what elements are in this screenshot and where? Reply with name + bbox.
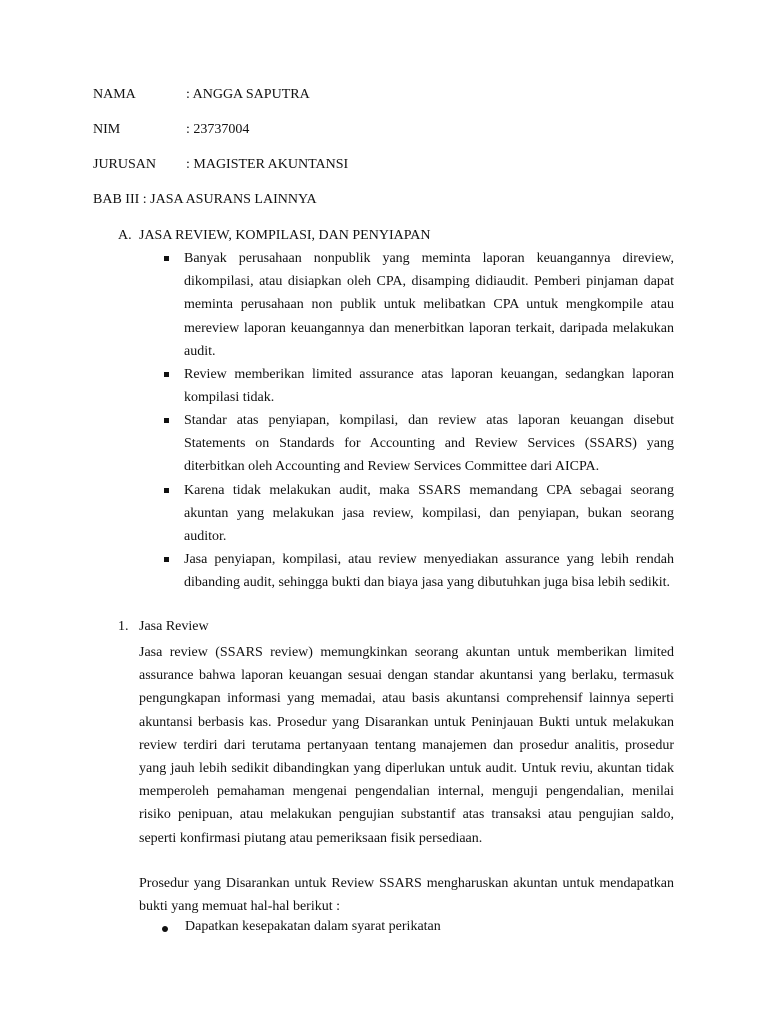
jurusan-label: JURUSAN xyxy=(93,157,157,172)
nim-label: NIM xyxy=(93,122,121,137)
section-1-title: Jasa Review xyxy=(139,619,209,634)
section-a-marker: A. xyxy=(118,228,132,243)
nama-value: : ANGGA SAPUTRA xyxy=(186,87,310,102)
nim-value: : 23737004 xyxy=(186,122,250,137)
section-a-bullet-3: Standar atas penyiapan, kompilasi, dan review atas laporan keuangan disebut Statements on Standards for Accounting and Review Services (SSARS) yang diterbitkan oleh Accounting and Review Services Committee dari AICPA. xyxy=(184,413,674,475)
square-bullet-icon xyxy=(164,372,169,377)
square-bullet-icon xyxy=(164,557,169,562)
jurusan-value: : MAGISTER AKUNTANSI xyxy=(186,157,349,172)
section-1-marker: 1. xyxy=(118,619,129,634)
round-bullet-icon xyxy=(162,926,168,932)
section-1-paragraph-1: Jasa review (SSARS review) memungkinkan seorang akuntan untuk memberikan limited assurance bahwa laporan keuangan sesuai dengan standar akuntansi yang berlaku, termasuk pengungkapan informasi yang memadai, atau basis akuntansi comprehensif lainnya seperti akuntansi berbasis kas. Prosedur yang Disarankan untuk Peninjauan Bukti untuk melakukan review terdiri dari terutama pertanyaan tentang manajemen dan prosedur analitis, prosedur yang jauh lebih sedikit dibandingkan yang diperlukan untuk audit. Untuk reviu, akuntan tidak memperoleh pemahaman mengenai pengendalian internal, menguji pengendalian, menilai risiko penipuan, atau melakukan pengujian substantif atas transaksi atau pengujian saldo, seperti konfirmasi piutang atau pemeriksaan fisik persediaan. xyxy=(139,645,674,846)
section-1-paragraph-2: Prosedur yang Disarankan untuk Review SSARS mengharuskan akuntan untuk mendapatkan bukti yang memuat hal-hal berikut : xyxy=(139,876,674,915)
square-bullet-icon xyxy=(164,418,169,423)
nama-label: NAMA xyxy=(93,87,136,102)
section-a-bullet-2: Review memberikan limited assurance atas laporan keuangan, sedangkan laporan kompilasi tidak. xyxy=(184,367,674,406)
section-1-bullet-1: Dapatkan kesepakatan dalam syarat perikatan xyxy=(185,919,441,934)
section-a-bullet-5: Jasa penyiapan, kompilasi, atau review menyediakan assurance yang lebih rendah dibanding audit, sehingga bukti dan biaya jasa yang dibutuhkan juga bisa lebih sedikit. xyxy=(184,552,674,591)
section-a-bullet-4: Karena tidak melakukan audit, maka SSARS memandang CPA sebagai seorang akuntan yang melakukan jasa review, kompilasi, dan penyiapan, bukan seorang auditor. xyxy=(184,483,674,545)
chapter-title: BAB III : JASA ASURANS LAINNYA xyxy=(93,192,317,207)
section-a-bullet-1: Banyak perusahaan nonpublik yang meminta laporan keuangannya direview, dikompilasi, atau disiapkan oleh CPA, disamping didiaudit. Pemberi pinjaman dapat meminta perusahaan non publik untuk melibatkan CPA untuk mengkompile atau mereview laporan keuangannya dan menerbitkan laporan terkait, daripada melakukan audit. xyxy=(184,251,674,359)
square-bullet-icon xyxy=(164,488,169,493)
square-bullet-icon xyxy=(164,256,169,261)
section-a-title: JASA REVIEW, KOMPILASI, DAN PENYIAPAN xyxy=(139,228,431,243)
